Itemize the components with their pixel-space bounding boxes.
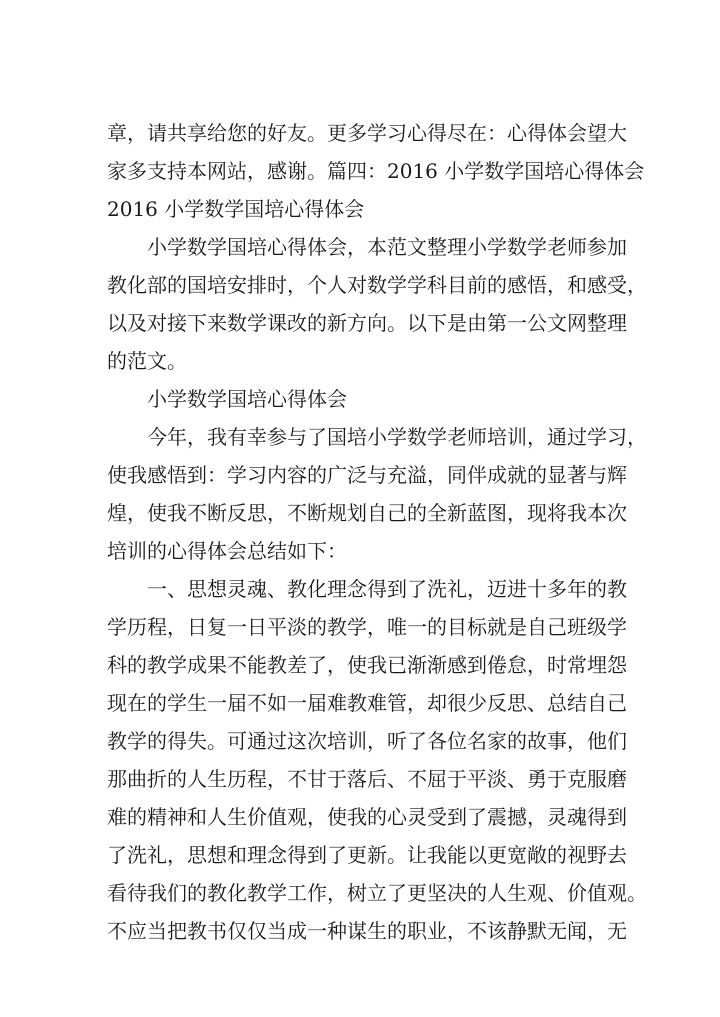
text-line: 难的精神和人生价值观，使我的心灵受到了震撼，灵魂得到 bbox=[107, 805, 627, 829]
text-line: 教化部的国培安排时，个人对数学学科目前的感悟，和感受， bbox=[107, 273, 647, 297]
text-line: 了洗礼，思想和理念得到了更新。让我能以更宽敞的视野去 bbox=[107, 843, 627, 867]
text-line: 不应当把教书仅仅当成一种谋生的职业，不该静默无闻，无 bbox=[107, 919, 627, 943]
text-line: 科的教学成果不能教差了，使我已渐渐感到倦怠，时常埋怨 bbox=[107, 653, 627, 677]
text-line: 章，请共享给您的好友。更多学习心得尽在：心得体会望大 bbox=[107, 121, 627, 145]
text-line: 煌，使我不断反思，不断规划自己的全新蓝图，现将我本次 bbox=[107, 501, 627, 525]
text-line: 家多支持本网站，感谢。篇四：2016 小学数学国培心得体会 bbox=[107, 159, 645, 183]
text-line: 以及对接下来数学课改的新方向。以下是由第一公文网整理 bbox=[107, 311, 627, 335]
text-line: 看待我们的教化教学工作，树立了更坚决的人生观、价值观。 bbox=[107, 881, 647, 905]
document-body bbox=[107, 114, 647, 950]
text-line: 的范文。 bbox=[107, 349, 187, 373]
text-line: 2016 小学数学国培心得体会 bbox=[107, 197, 365, 221]
text-line: 使我感悟到：学习内容的广泛与充溢，同伴成就的显著与辉 bbox=[107, 463, 627, 487]
text-line: 小学数学国培心得体会，本范文整理小学数学老师参加 bbox=[147, 235, 627, 259]
text-line: 教学的得失。可通过这次培训，听了各位名家的故事，他们 bbox=[107, 729, 627, 753]
text-line: 培训的心得体会总结如下： bbox=[107, 539, 347, 563]
text-line: 现在的学生一届不如一届难教难管，却很少反思、总结自己 bbox=[107, 691, 627, 715]
text-line: 那曲折的人生历程，不甘于落后、不屈于平淡、勇于克服磨 bbox=[107, 767, 627, 791]
text-line: 今年，我有幸参与了国培小学数学老师培训，通过学习， bbox=[147, 425, 647, 449]
text-line: 学历程，日复一日平淡的教学，唯一的目标就是自己班级学 bbox=[107, 615, 627, 639]
text-line: 一、思想灵魂、教化理念得到了洗礼，迈进十多年的教 bbox=[147, 577, 627, 601]
section-heading: 小学数学国培心得体会 bbox=[147, 387, 347, 411]
